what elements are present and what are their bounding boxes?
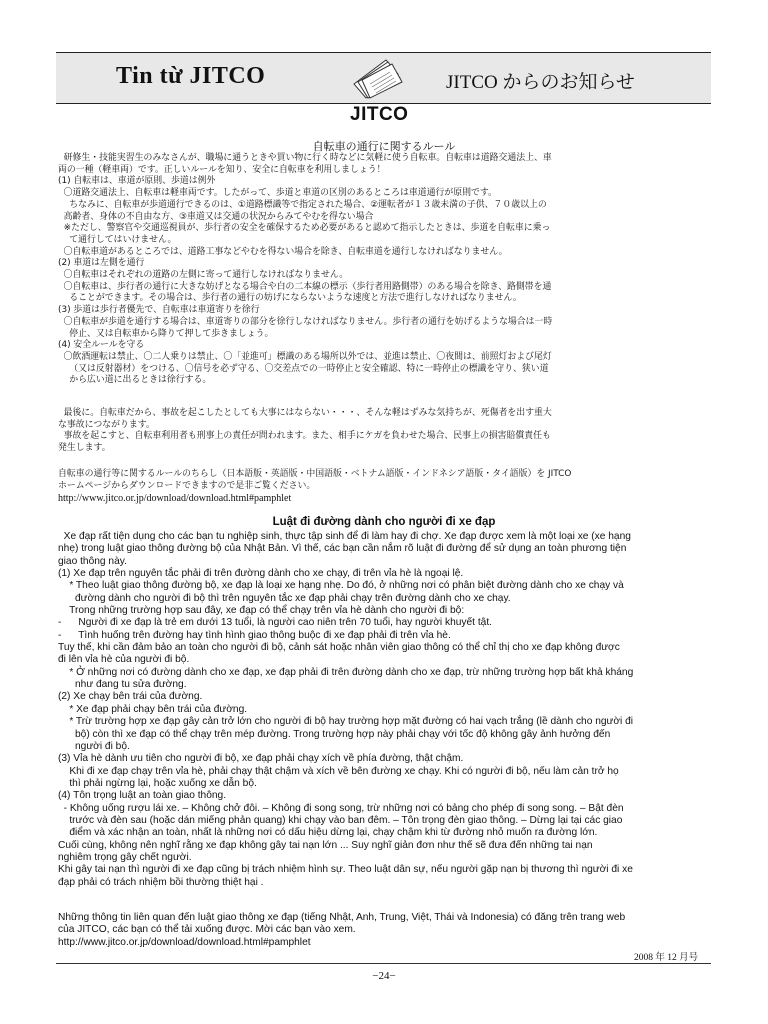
header-title-vietnamese: Tin từ JITCO (116, 63, 266, 89)
jitco-logo-icon (346, 54, 408, 100)
jp-download-link[interactable]: http://www.jitco.or.jp/download/download.html#pamphlet (58, 493, 292, 504)
vn-article-title: Luật đi đường dành cho người đi xe đạp (272, 516, 496, 528)
jp-article-title: 自転車の通行に関するルール (312, 140, 456, 153)
footer-divider (56, 963, 711, 964)
header-title-japanese: JITCO からのお知らせ (446, 72, 635, 93)
jitco-logo-text: JITCO (350, 104, 409, 125)
page-number: −24− (372, 970, 396, 982)
vn-download-note: Những thông tin liên quan đến luật giao thông xe đạp (tiếng Nhật, Anh, Trung, Việt, Thái và Indonesia) có đăng trên trang web của JITCO, các bạn có thể tải xuống được. Mời các bạn vào xem. http://www.jitco.or.jp/download/download.html#pamphlet (58, 912, 626, 948)
jp-download-note: 自転車の通行等に関するルールのちらし（日本語版・英語版・中国語版・ベトナム語版・インドネシア語版・タイ語版）を JITCO ホームページからダウンロードできますので是非ご覧ください。 (58, 469, 572, 491)
jp-article-body: 研修生・技能実習生のみなさんが、職場に通うときや買い物に行く時などに気軽に使う自転車。自転車は道路交通法上、車 両の一種（軽車両）です。正しいルールを知り、安全に自転車を利用しましょう！ (1) 自転車は、車道が原則、歩道は例外 〇道路交通法上、自転車は軽車両です。したがって、歩道と車道の区別のあるところは車道通行が原則です。 ちなみに、自転車が歩道通行できるのは、①道路標識等で指定された場合、②運転者が１３歳未満の子供、７０歳以上の 高齢者、身体の不自由な方、③車道又は交通の状況からみてやむを得ない場合 ※ただし、警察官や交通巡視員が、歩行者の安全を確保するため必要があると認めて指示したときは、歩道を自転車に乗っ て通行してはいけません。 〇自転車道があるところでは、道路工事などやむを得ない場合を除き、自転車道を通行しなければなりません。 (2) 車道は左側を通行 〇自転車はそれぞれの道路の左側に寄って通行しなければなりません。 〇自転車は、歩行者の通行に大きな妨げとなる場合や白の二本線の標示（歩行者用路側帯）のある場合を除き、路側帯を通 ることができます。その場合は、歩行者の通行の妨げにならないような速度と方法で進行しなければなりません。 (3) 歩道は歩行者優先で、自転車は車道寄りを徐行 〇自転車が歩道を通行する場合は、車道寄りの部分を徐行しなければなりません。歩行者の通行を妨げるような場合は一時 停止、又は自転車から降りて押して歩きましょう。 (4) 安全ルールを守る 〇飲酒運転は禁止、〇二人乗りは禁止、〇「並進可」標識のある場所以外では、並進は禁止、〇夜間は、前照灯および尾灯 （又は反射器材）をつける、〇信号を必ず守る、〇交差点での一時停止と安全確認、特に一時停止の標識を守り、狭い道 から広い道に出るときは徐行する。 (58, 153, 553, 386)
issue-date: 2008 年 12 月号 (634, 953, 699, 963)
vn-article-body: Xe đạp rất tiện dụng cho các bạn tu nghiệp sinh, thực tập sinh để đi làm hay đi chợ. Xe đạp được xem là một loại xe (xe hạng nhẹ) trong luật giao thông đường bộ của Nhật Bản. Vì thế, các bạn cần nắm rõ luật đi đường để sử dụng an toàn phương tiện giao thông này. (1) Xe đạp trên nguyên tắc phải đi trên đường dành cho xe chạy, đi trên vỉa hè là ngoại lệ. * Theo luật giao thông đường bộ, xe đạp là loại xe hạng nhẹ. Do đó, ở những nơi có phân biệt đường dành cho xe chạy và đường dành cho người đi bộ thì trên nguyên tắc xe đạp phải chạy trên đường dành cho xe chạy. Trong những trường hợp sau đây, xe đạp có thể chạy trên vỉa hè dành cho người đi bộ: - Người đi xe đạp là trẻ em dưới 13 tuổi, là người cao niên trên 70 tuổi, hay người khuyết tật. - Tình huống trên đường hay tình hình giao thông buộc đi xe đạp phải đi trên vỉa hè. Tuy thế, khi cần đảm bảo an toàn cho người đi bộ, cảnh sát hoặc nhân viên giao thông có thể chỉ thị cho xe đạp không được đi lên vỉa hè của người đi bộ. * Ở những nơi có đường dành cho xe đạp, xe đạp phải đi trên đường dành cho xe đạp, trừ những trường hợp bất khả kháng như đang tu sửa đường. (2) Xe chạy bên trái của đường. * Xe đạp phải chạy bên trái của đường. * Trừ trường hợp xe đạp gây cản trở lớn cho người đi bộ hay trường hợp mặt đường có hai vạch trắng (lề dành cho người đi bộ) còn thì xe đạp có thể chạy trên mép đường. Trong trường hợp này phải chạy với tốc độ không gây ảnh hưởng đến người đi bộ. (3) Vỉa hè dành ưu tiên cho người đi bộ, xe đạp phải chạy xích về phía đường, thật chậm. Khi đi xe đạp chạy trên vỉa hè, phải chạy thật chậm và xích về bên đường xe chạy. Khi có người đi bộ, nếu làm cản trở họ thì phải ngừng lại, hoặc xuống xe dẫn bộ. (4) Tôn trọng luật an toàn giao thông. - Không uống rượu lái xe. – Không chở đôi. – Không đi song song, trừ những nơi có bảng cho phép đi song song. – Bật đèn trước và đèn sau (hoặc dán miếng phản quang) khi chạy vào ban đêm. – Tôn trọng đèn giao thông. – Dừng lại tại các giao điểm và xác nhận an toàn, nhất là những nơi có dấu hiệu dừng lại, chạy chậm khi từ đường nhỏ muốn ra đường lớn. Cuối cùng, không nên nghĩ rằng xe đạp không gây tai nạn lớn ... Suy nghĩ giản đơn như thế sẽ đưa đến những tai nạn nghiêm trọng gây chết người. Khi gây tai nạn thì người đi xe đạp cũng bị trách nhiệm hình sự. Theo luật dân sự, nếu người gặp nạn bị thương thì người đi xe đạp phải có trách nhiệm bồi thường thiệt hại . (58, 531, 634, 888)
jp-closing-paragraph: 最後に。自転車だから、事故を起こしたとしても大事にはならない・・・、そんな軽はずみな気持ちが、死傷者を出す重大 な事故につながります。 事故を起こすと、自転車利用者も刑事上の責任が問われます。また、相手にケガを負わせた場合、民事上の損害賠償責任も 発生します。 (58, 408, 552, 454)
